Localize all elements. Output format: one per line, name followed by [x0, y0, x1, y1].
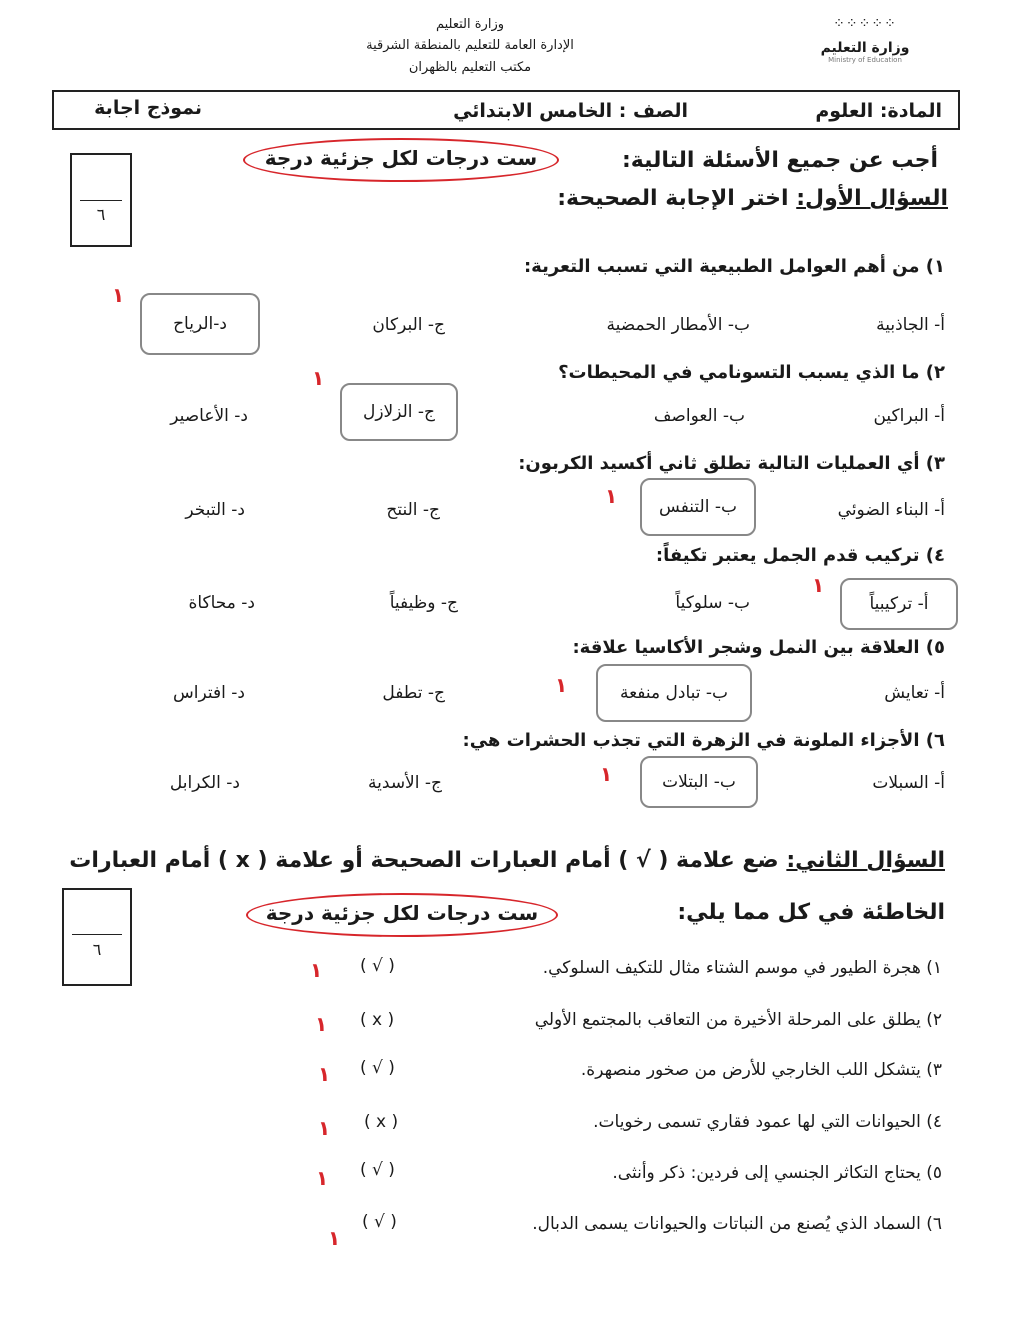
- q5-option-b-selected: [596, 664, 752, 722]
- q2-option-b: ب- العواصف: [653, 406, 745, 426]
- q2-option-a: أ- البراكين: [873, 406, 945, 426]
- q3-option-a: أ- البناء الضوئي: [837, 500, 945, 520]
- statement-1-answer: ( √ ): [360, 956, 395, 976]
- score-box-1: [70, 153, 132, 247]
- statement-2-answer: ( x ): [360, 1010, 395, 1030]
- grader-mark-s4: ١: [318, 1116, 331, 1140]
- grading-note-1: ست درجات لكل جزئية درجة: [264, 146, 538, 170]
- statement-4: ٤) الحيوانات التي لها عمود فقاري تسمى رخويات.: [593, 1112, 942, 1132]
- q6-option-b: ب- البتلات: [662, 772, 736, 792]
- grader-mark-s1: ١: [310, 958, 323, 982]
- score-box-2: [62, 888, 132, 986]
- header-ministry: وزارة التعليم: [435, 17, 505, 32]
- q2-title-rest: ضع علامة ( √ ) أمام العبارات الصحيحة أو علامة ( x ) أمام العبارات: [69, 848, 779, 873]
- grader-mark-q3: ١: [605, 484, 618, 508]
- q2-title: [69, 848, 945, 873]
- grader-mark-q2: ١: [312, 366, 325, 390]
- grade-label: الصف : الخامس الابتدائي: [453, 100, 688, 122]
- q4-option-d: د- محاكاة: [188, 593, 255, 613]
- answer-model-label: نموذج اجابة: [94, 97, 202, 119]
- score-fraction-line: [80, 200, 122, 201]
- q1-option-a: أ- الجاذبية: [876, 315, 945, 335]
- ministry-logo: [815, 16, 915, 76]
- statement-6-answer: ( √ ): [362, 1212, 397, 1232]
- question-3: ٣) أي العمليات التالية تطلق ثاني أكسيد الكربون:: [518, 453, 945, 474]
- logo-subtitle: Ministry of Education: [828, 56, 902, 64]
- q5-option-d: د- افتراس: [173, 683, 245, 703]
- q1-option-d-selected: [140, 293, 260, 355]
- statement-1: ١) هجرة الطيور في موسم الشتاء مثال للتكيف السلوكي.: [542, 958, 942, 978]
- q4-option-c: ج- وظيفياً: [389, 593, 458, 613]
- header-directorate: الإدارة العامة للتعليم بالمنطقة الشرقية: [366, 38, 574, 53]
- q4-option-a-selected: [840, 578, 958, 630]
- grader-mark-q6: ١: [600, 762, 613, 786]
- statement-3: ٣) يتشكل اللب الخارجي للأرض من صخور منصهرة.: [580, 1060, 942, 1080]
- grader-mark-q1: ١: [112, 283, 125, 307]
- statement-2: ٢) يطلق على المرحلة الأخيرة من التعاقب بالمجتمع الأولي: [534, 1010, 942, 1030]
- question-4: ٤) تركيب قدم الجمل يعتبر تكيفاً:: [655, 545, 945, 566]
- grader-mark-s6: ١: [328, 1226, 341, 1250]
- q3-option-d: د- التبخر: [185, 500, 245, 520]
- q2-option-d: د- الأعاصير: [170, 406, 248, 426]
- q6-option-c: ج- الأسدية: [368, 773, 442, 793]
- statement-6: ٦) السماد الذي يُصنع من النباتات والحيوانات يسمى الدبال.: [532, 1214, 942, 1234]
- q1-title-label: السؤال الأول:: [796, 186, 948, 211]
- question-6: ٦) الأجزاء الملونة في الزهرة التي تجذب الحشرات هي:: [462, 730, 945, 751]
- q1-title: [557, 186, 948, 211]
- q4-option-b: ب- سلوكياً: [675, 593, 750, 613]
- q3-option-b: ب- التنفس: [659, 497, 737, 517]
- question-1: ١) من أهم العوامل الطبيعية التي تسبب التعرية:: [523, 256, 945, 277]
- header-office: مكتب التعليم بالظهران: [408, 60, 532, 75]
- general-instruction: أجب عن جميع الأسئلة التالية:: [621, 148, 938, 173]
- q2-title-line2: الخاطئة في كل مما يلي:: [677, 900, 945, 925]
- score-fraction-line-2: [72, 934, 122, 935]
- statement-5-answer: ( √ ): [360, 1160, 395, 1180]
- q1-option-b: ب- الأمطار الحمضية: [606, 315, 750, 335]
- statement-5: ٥) يحتاج التكاثر الجنسي إلى فردين: ذكر وأنثى.: [612, 1163, 942, 1183]
- grader-mark-q5: ١: [555, 673, 568, 697]
- grader-mark-s5: ١: [316, 1166, 329, 1190]
- score-1: ٦: [96, 205, 106, 224]
- question-2: ٢) ما الذي يسبب التسونامي في المحيطات؟: [558, 362, 945, 383]
- logo-title: وزارة التعليم: [820, 40, 910, 56]
- q3-option-c: ج- النتح: [386, 500, 440, 520]
- grading-note-2: ست درجات لكل جزئية درجة: [265, 901, 539, 925]
- q2-option-c: ج- الزلازل: [362, 402, 436, 422]
- q6-option-d: د- الكرابل: [169, 773, 240, 793]
- q2-title-label: السؤال الثاني:: [786, 848, 945, 873]
- q1-option-c: ج- البركان: [372, 315, 445, 335]
- q5-option-b: ب- تبادل منفعة: [619, 683, 729, 703]
- q3-option-b-selected: [640, 478, 756, 536]
- q4-option-a: أ- تركيبياً: [869, 594, 929, 614]
- q5-option-c: ج- تطفل: [382, 683, 445, 703]
- q2-option-c-selected: [340, 383, 458, 441]
- question-5: ٥) العلاقة بين النمل وشجر الأكاسيا علاقة:: [572, 637, 945, 658]
- grader-mark-s3: ١: [318, 1062, 331, 1086]
- statement-4-answer: ( x ): [364, 1112, 399, 1132]
- logo-dots-icon: ⁘⁘⁘⁘⁘: [833, 16, 897, 32]
- grader-mark-q4: ١: [812, 573, 825, 597]
- q5-option-a: أ- تعايش: [884, 683, 945, 703]
- score-2: ٦: [92, 940, 102, 959]
- q1-title-rest: اختر الإجابة الصحيحة:: [557, 186, 789, 211]
- q6-option-b-selected: [640, 756, 758, 808]
- subject-label: المادة: العلوم: [815, 100, 942, 122]
- statement-3-answer: ( √ ): [360, 1058, 395, 1078]
- q6-option-a: أ- السبلات: [872, 773, 945, 793]
- q1-option-d: د-الرياح: [173, 314, 227, 334]
- grader-mark-s2: ١: [315, 1012, 328, 1036]
